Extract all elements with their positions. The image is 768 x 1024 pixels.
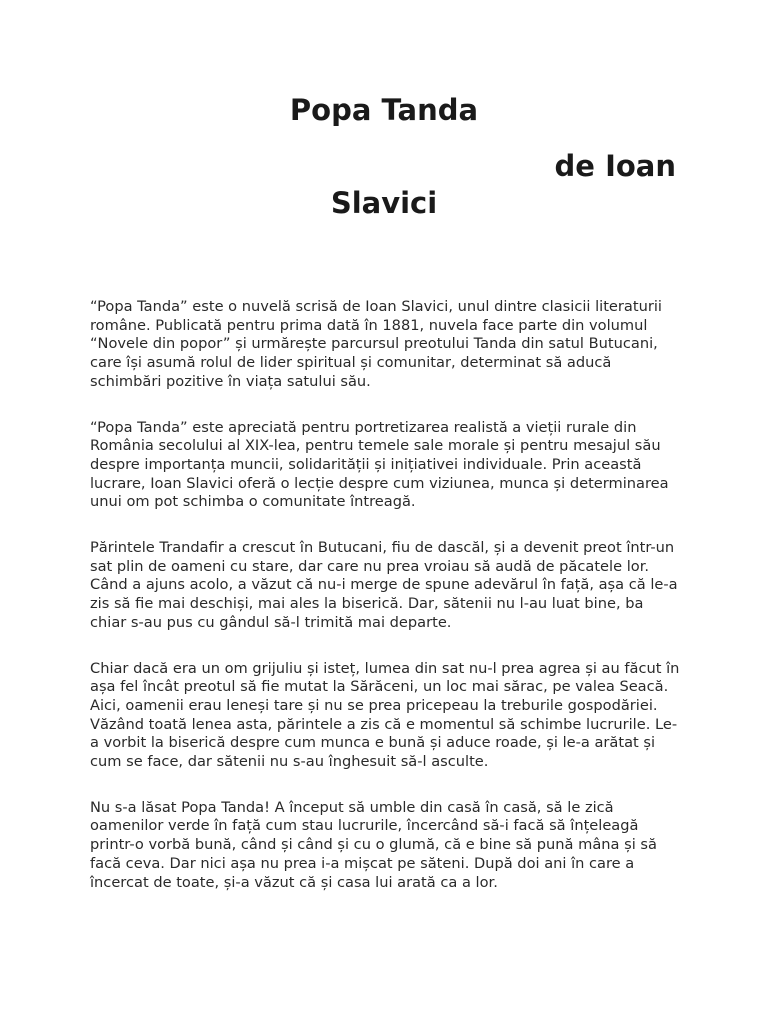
author-line-2: Slavici (330, 186, 438, 220)
author-line-1: de Ioan (554, 149, 676, 183)
document-title: Popa Tanda (289, 93, 479, 127)
paragraph-4: Chiar dacă era un om grijuliu și isteț, lumea din sat nu-l prea agrea și au făcut în așa fel încât preotul să fie mutat la Sărăceni, un loc mai sărac, pe valea Seacă. Aici, oamenii erau leneși tare și nu se prea pricepeau la treburile gospodăriei. Văzând toată lenea asta, părintele a zis că e momentul să schimbe lucrurile. Le-a vorbit la biserică despre cum munca e bună și aduce roade, și le-a arătat și cum se face, dar sătenii nu s-au înghesuit să-l asculte. (90, 659, 680, 771)
paragraph-2: “Popa Tanda” este apreciată pentru portretizarea realistă a vieții rurale din România secolului al XIX-lea, pentru temele sale morale și pentru mesajul său despre importanța muncii, solidarității și inițiativei individuale. Prin această lucrare, Ioan Slavici oferă o lecție despre cum viziunea, munca și determinarea unui om pot schimba o comunitate întreagă. (90, 418, 669, 511)
paragraph-3: Părintele Trandafir a crescut în Butucani, fiu de dascăl, și a devenit preot într-un sat plin de oameni cu stare, dar care nu prea vroiau să audă de păcatele lor. Când a ajuns acolo, a văzut că nu-i merge de spune adevărul în față, așa că le-a zis să fie mai deschiși, mai ales la biserică. Dar, sătenii nu l-au luat bine, ba chiar s-au pus cu gândul să-l trimită mai departe. (90, 539, 678, 631)
paragraph-1: “Popa Tanda” este o nuvelă scrisă de Ioan Slavici, unul dintre clasicii literaturii române. Publicată pentru prima dată în 1881, nuvela face parte din volumul “Novele din popor” și urmărește parcursul preotului Tanda din satul Butucani, care își asumă rolul de lider spiritual și comunitar, determinat să aducă schimbări pozitive în viața satului său. (90, 298, 662, 390)
paragraph-5: Nu s-a lăsat Popa Tanda! A început să umble din casă în casă, să le zică oamenilor verde în față cum stau lucrurile, încercând să-i facă să înțeleagă printr-o vorbă bună, când și când și cu o glumă, că e bine să pună mâna și să facă ceva. Dar nici așa nu prea i-a mișcat pe săteni. După doi ani în care a încercat de toate, și-a văzut că și casa lui arată ca a lor. (90, 798, 657, 891)
document-body (90, 298, 682, 919)
